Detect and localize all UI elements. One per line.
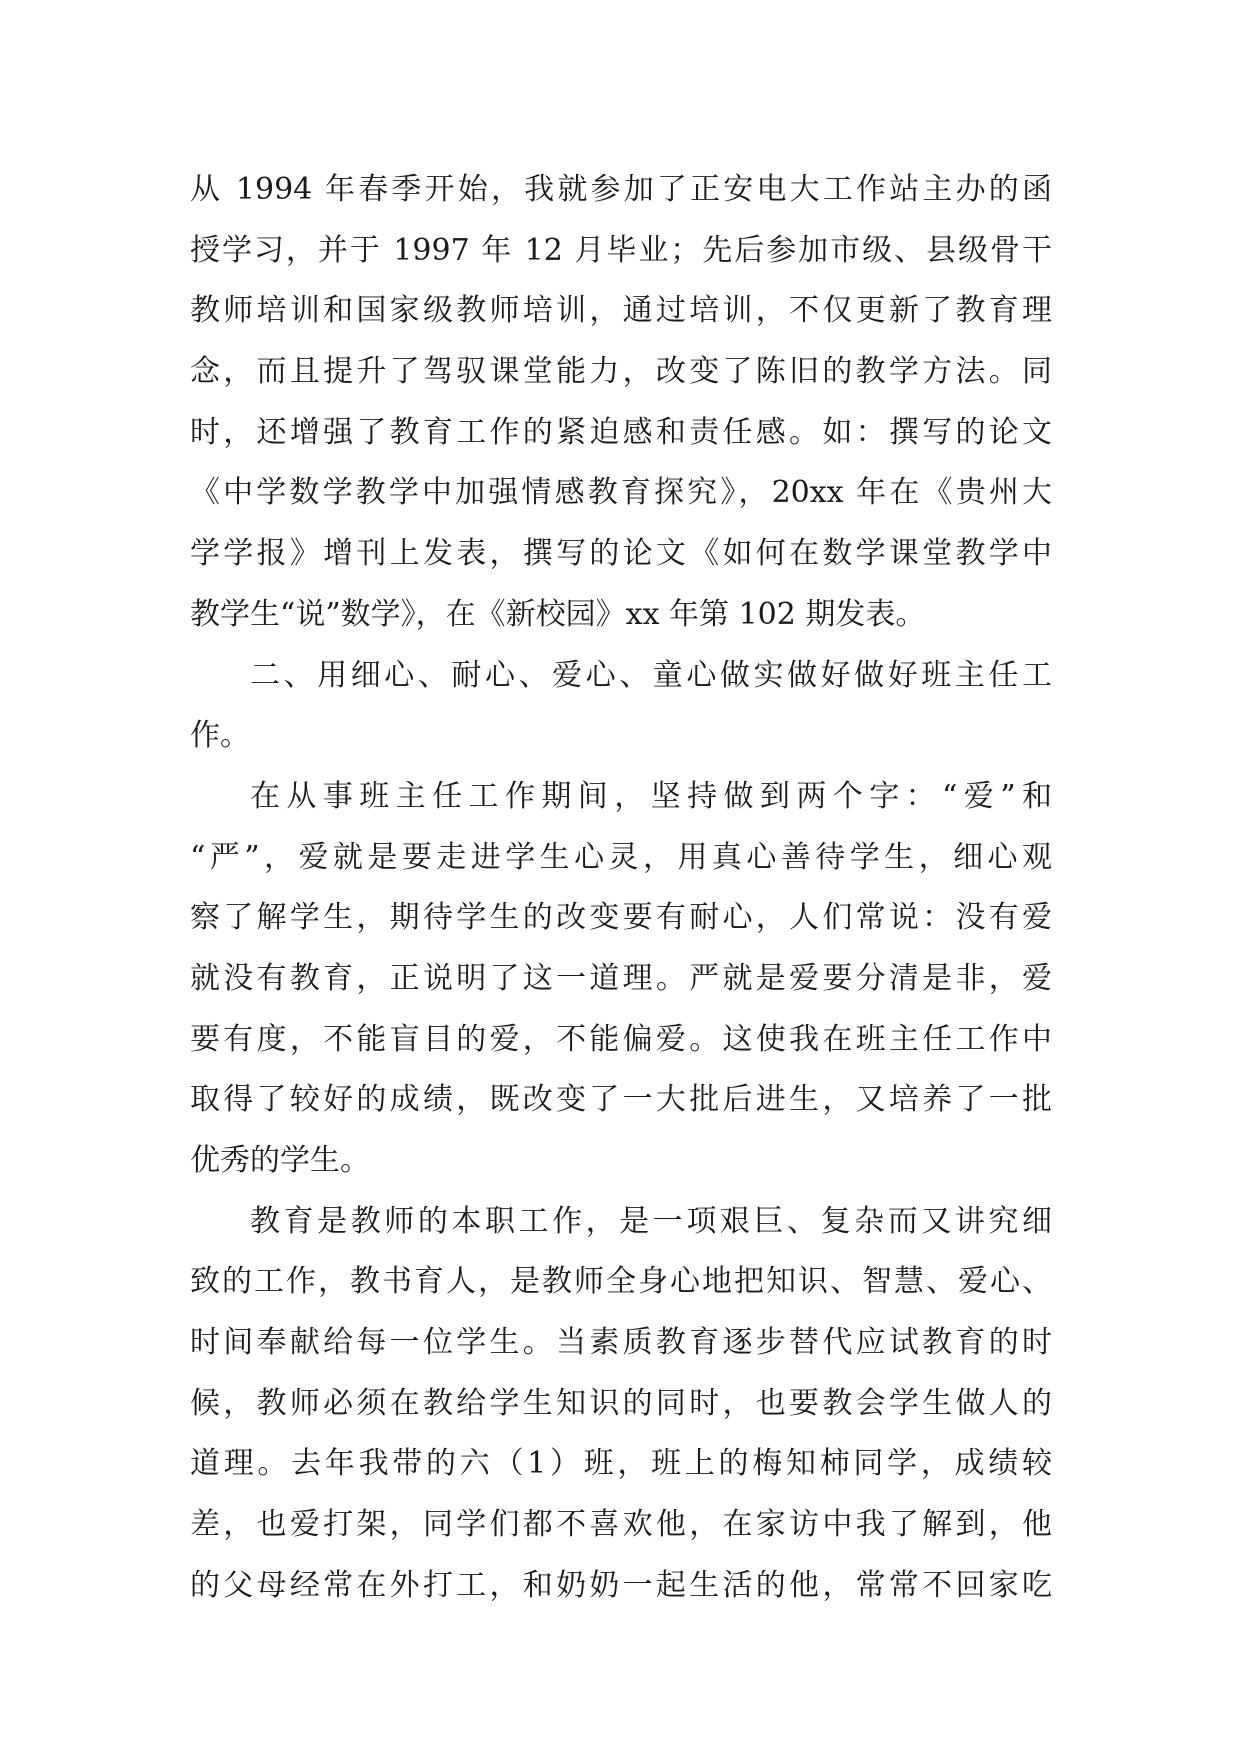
text-line: 就没有教育，正说明了这一道理。严就是爱要分清是非，爱	[190, 960, 1052, 996]
text-line: 学学报》增刊上发表，撰写的论文《如何在数学课堂教学中	[190, 536, 1052, 572]
text-line: 《中学数学教学中加强情感教育探究》，20xx 年在《贵州大	[190, 475, 1052, 511]
text-line: 念，而且提升了驾驭课堂能力，改变了陈旧的教学方法。同	[190, 354, 1052, 390]
text-line: “严”，爱就是要走进学生心灵，用真心善待学生，细心观	[190, 839, 1052, 875]
text-line: 致的工作，教书育人，是教师全身心地把知识、智慧、爱心、	[190, 1264, 1052, 1300]
text-line: 道理。去年我带的六（1）班，班上的梅知柿同学，成绩较	[190, 1446, 1052, 1482]
text-line: 授学习，并于 1997 年 12 月毕业；先后参加市级、县级骨干	[190, 232, 1052, 268]
text-line: 从 1994 年春季开始，我就参加了正安电大工作站主办的函	[190, 172, 1052, 207]
text-line: 教育是教师的本职工作，是一项艰巨、复杂而又讲究细	[250, 1203, 1052, 1239]
text-line: 候，教师必须在教给学生知识的同时，也要教会学生做人的	[190, 1385, 1052, 1421]
text-line: 察了解学生，期待学生的改变要有耐心，人们常说：没有爱	[190, 900, 1052, 936]
text-line: 二、用细心、耐心、爱心、童心做实做好做好班主任工	[250, 657, 1052, 693]
text-line: 优秀的学生。	[190, 1143, 370, 1178]
text-line: 时间奉献给每一位学生。当素质教育逐步替代应试教育的时	[190, 1325, 1052, 1361]
text-line: 取得了较好的成绩，既改变了一大批后进生，又培养了一批	[190, 1082, 1052, 1118]
text-line: 教学生“说”数学》，在《新校园》xx 年第 102 期发表。	[190, 596, 926, 632]
text-line: 在从事班主任工作期间，坚持做到两个字：“爱”和	[250, 778, 1052, 814]
text-line: 时，还增强了教育工作的紧迫感和责任感。如：撰写的论文	[190, 414, 1052, 450]
document-body	[190, 160, 1052, 1617]
text-line: 差，也爱打架，同学们都不喜欢他，在家访中我了解到，他	[190, 1507, 1052, 1543]
text-line: 要有度，不能盲目的爱，不能偏爱。这使我在班主任工作中	[190, 1021, 1052, 1057]
text-line: 教师培训和国家级教师培训，通过培训，不仅更新了教育理	[190, 293, 1052, 329]
text-line: 作。	[190, 718, 250, 754]
text-line: 的父母经常在外打工，和奶奶一起生活的他，常常不回家吃	[190, 1567, 1052, 1603]
